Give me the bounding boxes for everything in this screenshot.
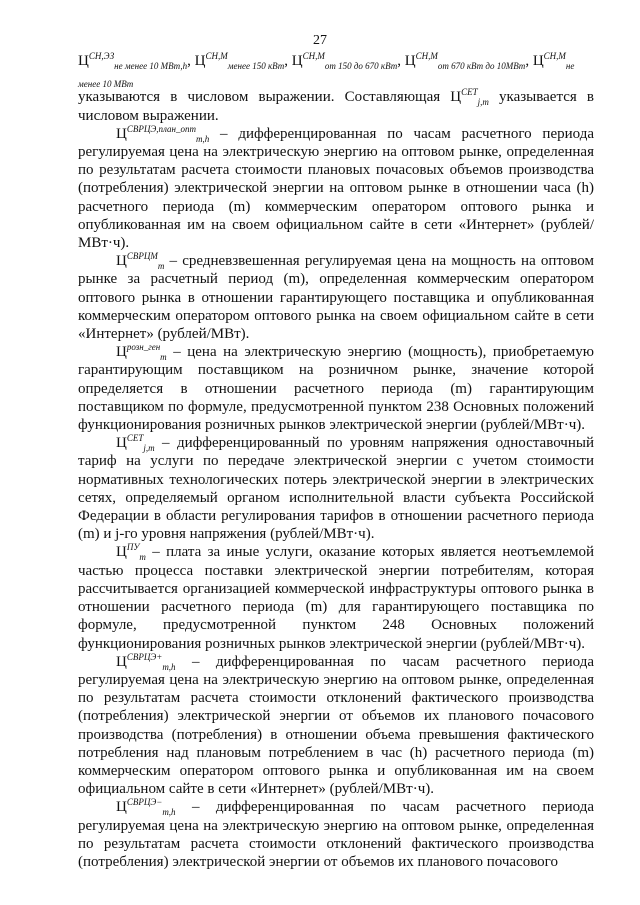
page-number: 27 [313,33,327,48]
definition-paragraph [78,543,594,652]
symbol-subscript: m,h [162,661,176,672]
symbol-superscript: СЕТ [126,433,144,444]
symbol-superscript: СН,М [205,51,228,61]
comma: , [187,53,191,69]
symbol-subscript: m,h [162,807,176,818]
symbol-subscript: m [160,352,167,363]
price-symbol [116,433,155,454]
definition-text: – дифференцированный по уровням напряжения одноставочный тариф на услуги по передаче электрической энергии с учетом стоимости нормативных технологических потерь электрической энергии в электрических сетях, определяемый органом исполнительной власти субъекта Российской Федерации в области регулирования тарифов в отношении расчетного периода (m) и j-го уровня напряжения (рублей/МВт·ч). [78,435,594,543]
symbol-base: Ц [291,53,303,69]
symbol-subscript: не менее 10 МВт,h [114,61,188,71]
symbol-superscript: СН,М [543,51,566,61]
price-symbol [292,53,397,69]
definitions-list [78,125,594,871]
price-symbol [195,53,285,69]
symbol-base: Ц [532,53,544,69]
symbol-base: Ц [116,544,127,561]
definition-paragraph [78,252,594,343]
symbol-superscript: СВРЦЭ+ [126,651,163,662]
comma: , [397,53,401,69]
price-symbol [116,797,176,818]
definition-text: – цена на электрическую энергию (мощность), приобретаемую гарантирующим поставщиком на розничном рынке, значение которой определяется в отношении расчетного периода (m) гарантирующим поставщиком по формуле, предусмотренной пунктом 238 Основных положений функционирования розничных рынков электрической энергии (рублей/МВт·ч). [78,344,594,434]
comma: , [525,53,530,69]
definition-paragraph [78,653,594,799]
price-symbol [78,53,187,69]
symbol-superscript: СВРЦЭ,план_опт [126,123,196,134]
page-body [78,52,594,871]
symbol-base: Ц [116,125,127,142]
definition-text: – средневзвешенная регулируемая цена на мощность на оптовом рынке за расчетный период (m), определенная коммерческим оператором оптового рынка в отношении гарантирующего поставщика и опубликованная коммерческим оператором оптового рынка на своем официальном сайте в сети «Интернет» (рублей/МВт). [78,253,594,343]
symbol-base: Ц [116,799,127,816]
formula-symbols-line [78,52,594,88]
symbol-subscript: m,h [195,133,210,144]
symbol-subscript: от 670 кВт до 10МВт [437,61,526,71]
symbol-base: Ц [116,435,127,452]
price-symbol [116,542,146,563]
symbol-subscript: не менее 10 МВт [78,61,575,90]
definition-text: – дифференцированная по часам расчетного периода регулируемая цена на электрическую энергию на оптовом рынке, определенная по результатам расчета стоимости плановых почасовых объемов производства (потребления) электрической энергии на оптовом рынке в отношении часа (h) расчетного периода (m) коммерческим оператором оптового рынка и опубликованная им на своем официальном сайте в сети «Интернет» (рублей/МВт·ч). [78,125,594,252]
price-symbol [116,123,210,144]
symbol-superscript: СВРЦЭ− [126,797,163,808]
symbol-superscript: СН,М [302,51,325,61]
definition-paragraph [78,434,594,543]
symbol-superscript: СН,ЭЗ [88,51,115,61]
symbol-superscript: СВРЦМ [126,251,158,262]
price-symbol [116,342,167,363]
price-symbol [405,53,526,69]
symbol-superscript: СН,М [415,51,438,61]
symbol-subscript: от 150 до 670 кВт [324,61,398,71]
definition-paragraph [78,798,594,871]
intro-paragraph [78,88,594,124]
definition-paragraph [78,343,594,434]
intro-text-a: указываются в числовом выражении. Составляющая [78,89,451,106]
symbol-superscript: СЕТ [461,87,478,98]
symbol-base: Ц [116,253,127,270]
symbol-base: Ц [404,53,416,69]
price-symbol [116,251,165,272]
symbol-base: Ц [450,89,462,106]
symbol-subscript: m [139,552,146,563]
symbol-subscript: j,m [143,443,155,454]
comma: , [284,53,289,69]
symbol-superscript: ПУ [126,542,140,553]
definition-text: – дифференцированная по часам расчетного периода регулируемая цена на электрическую энергию на оптовом рынке, определенная по результатам расчета стоимости отклонений фактического производства (потребления) электрической энергии от объемов их планового почасового [78,799,594,870]
price-symbol [450,87,489,108]
symbol-base: Ц [116,653,127,670]
symbol-superscript: розн_ген [126,342,161,353]
definition-text: – дифференцированная по часам расчетного периода регулируемая цена на электрическую энергию на оптовом рынке, определенная по результатам расчета стоимости отклонений фактического производства (потребления) электрической энергии от объемов их планового почасового производства (потребления) в отношении объема превышения фактического потребления над плановым потреблением в час (h) расчетного периода (m) коммерческим оператором оптового рынка и опубликованная им на своем официальном сайте в сети «Интернет» (рублей/МВт·ч). [78,653,594,798]
price-symbol [116,651,176,672]
intro-text-b: указывается в числовом выражении. [78,89,594,124]
symbol-subscript: j,m [477,97,489,108]
definition-paragraph [78,125,594,252]
symbol-base: Ц [78,53,89,69]
symbol-base: Ц [116,344,127,361]
symbol-subscript: менее 150 кВт [227,61,285,71]
symbol-subscript: m [157,261,165,272]
symbol-base: Ц [194,53,206,69]
definition-text: – плата за иные услуги, оказание которых является неотъемлемой частью процесса поставки электрической энергии потребителям, которая рассчитывается организацией коммерческой инфраструктуры оптового рынка в отношении расчетного периода (m) для гарантирующего поставщика по формуле, предусмотренной пунктом 248 Основных положений функционирования розничных рынков электрической энергии (рублей/МВт·ч). [78,544,594,652]
